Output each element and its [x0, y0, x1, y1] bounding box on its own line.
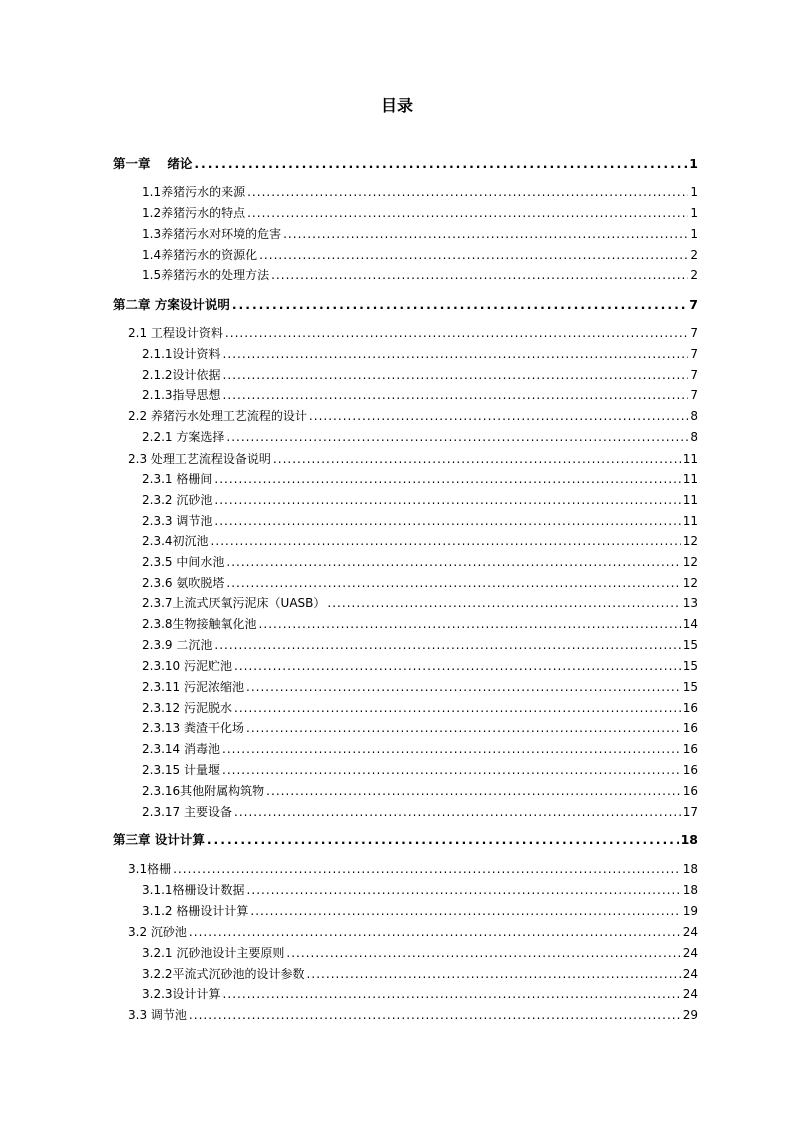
toc-leader-dots — [223, 366, 689, 384]
toc-section-entry[interactable] — [142, 428, 698, 446]
toc-entry-label: 2.3.16其他附属构筑物 — [142, 784, 265, 798]
toc-page-number: 2 — [690, 248, 698, 262]
toc-entry-label: 2.3.11 污泥浓缩池 — [142, 680, 244, 694]
toc-leader-dots — [214, 636, 680, 654]
toc-page-number: 7 — [690, 326, 698, 340]
toc-page-number: 16 — [682, 742, 698, 756]
toc-section-entry[interactable] — [142, 345, 698, 363]
toc-page-number: 13 — [682, 596, 698, 610]
toc-section-entry[interactable] — [142, 470, 698, 488]
toc-leader-dots — [223, 345, 689, 363]
toc-page-number: 12 — [682, 576, 698, 590]
toc-section-entry[interactable] — [142, 366, 698, 384]
toc-page-number: 29 — [682, 1008, 698, 1022]
toc-entry-label: 2.3.5 中间水池 — [142, 555, 225, 569]
toc-chapter-entry[interactable] — [113, 155, 698, 173]
toc-page-number: 1 — [690, 185, 698, 199]
toc-page-number: 7 — [690, 347, 698, 361]
toc-leader-dots — [226, 428, 688, 446]
toc-chapter-entry[interactable] — [113, 296, 698, 314]
toc-page-number: 15 — [682, 659, 698, 673]
toc-page-number: 15 — [682, 638, 698, 652]
page-title: 目录 — [380, 96, 413, 115]
toc-leader-dots — [226, 553, 680, 571]
toc-entry-label: 第三章 设计计算 — [113, 832, 205, 847]
toc-section-entry[interactable] — [142, 719, 698, 737]
toc-entry-label: 2.2.1 方案选择 — [142, 430, 225, 444]
toc-page-number: 16 — [682, 701, 698, 715]
toc-section-entry[interactable] — [142, 512, 698, 530]
toc-section-entry[interactable] — [142, 803, 698, 821]
toc-leader-dots — [173, 860, 681, 878]
toc-entry-label: 3.2.2平流式沉砂池的设计参数 — [142, 967, 305, 981]
toc-page-number: 16 — [682, 784, 698, 798]
toc-entry-label: 2.2 养猪污水处理工艺流程的设计 — [128, 409, 307, 423]
toc-leader-dots — [207, 831, 679, 849]
toc-page-number: 24 — [682, 946, 698, 960]
toc-leader-dots — [259, 615, 681, 633]
toc-entry-label: 2.3.15 计量堰 — [142, 763, 220, 777]
toc-section-entry[interactable] — [142, 204, 698, 222]
toc-entry-label: 3.2.1 沉砂池设计主要原则 — [142, 946, 285, 960]
toc-entry-label: 2.3 处理工艺流程设备说明 — [128, 452, 271, 466]
toc-page-number: 11 — [682, 452, 698, 466]
toc-section-entry[interactable] — [142, 985, 698, 1003]
toc-entry-label: 3.1.1格栅设计数据 — [142, 883, 245, 897]
toc-section-entry[interactable] — [142, 225, 698, 243]
toc-entry-label: 2.3.3 调节池 — [142, 514, 213, 528]
toc-entry-label: 2.3.6 氨吹脱塔 — [142, 576, 225, 590]
toc-leader-dots — [225, 324, 688, 342]
toc-leader-dots — [234, 699, 681, 717]
toc-leader-dots — [246, 678, 681, 696]
toc-entry-label: 2.3.1 格栅间 — [142, 472, 213, 486]
toc-leader-dots — [247, 881, 681, 899]
toc-entry-label: 2.3.8生物接触氧化池 — [142, 617, 257, 631]
toc-entry-label: 2.1.1设计资料 — [142, 347, 221, 361]
toc-section-entry[interactable] — [142, 594, 698, 612]
toc-page-number: 19 — [682, 904, 698, 918]
toc-leader-dots — [226, 574, 680, 592]
toc-section-entry[interactable] — [142, 678, 698, 696]
toc-leader-dots — [247, 183, 688, 201]
toc-leader-dots — [223, 985, 681, 1003]
toc-page-number: 7 — [690, 368, 698, 382]
toc-leader-dots — [189, 923, 681, 941]
toc-entry-label: 2.3.9 二沉池 — [142, 638, 213, 652]
toc-leader-dots — [309, 407, 688, 425]
toc-page-number: 17 — [682, 805, 698, 819]
toc-section-entry[interactable] — [128, 923, 698, 941]
toc-chapter-entry[interactable] — [113, 831, 698, 849]
toc-entry-label: 1.4养猪污水的资源化 — [142, 248, 258, 262]
toc-page-number: 12 — [682, 534, 698, 548]
toc-entry-label: 2.3.13 粪渣干化场 — [142, 721, 244, 735]
toc-page-number: 15 — [682, 680, 698, 694]
toc-section-entry[interactable] — [142, 636, 698, 654]
toc-page-number: 1 — [690, 227, 698, 241]
toc-page-number: 24 — [682, 967, 698, 981]
toc-section-entry[interactable] — [142, 183, 698, 201]
toc-section-entry[interactable] — [128, 324, 698, 342]
toc-section-entry[interactable] — [142, 386, 698, 404]
toc-entry-label: 2.1.3指导思想 — [142, 388, 221, 402]
toc-leader-dots — [286, 944, 680, 962]
toc-section-entry[interactable] — [128, 860, 698, 878]
toc-entry-label: 2.3.2 沉砂池 — [142, 493, 213, 507]
toc-leader-dots — [327, 594, 680, 612]
toc-leader-dots — [247, 204, 688, 222]
toc-section-entry[interactable] — [142, 761, 698, 779]
toc-leader-dots — [214, 512, 680, 530]
toc-leader-dots — [259, 246, 688, 264]
toc-entry-label: 3.1.2 格栅设计计算 — [142, 904, 249, 918]
toc-leader-dots — [271, 266, 688, 284]
toc-leader-dots — [189, 1006, 681, 1024]
toc-page-number: 8 — [690, 409, 698, 423]
toc-entry-label: 2.1.2设计依据 — [142, 368, 221, 382]
toc-section-entry[interactable] — [142, 902, 698, 920]
toc-entry-label: 2.3.4初沉池 — [142, 534, 209, 548]
toc-entry-label: 2.3.7上流式厌氧污泥床（UASB） — [142, 596, 326, 610]
toc-page-number: 18 — [682, 883, 698, 897]
toc-leader-dots — [194, 155, 687, 173]
toc-section-entry[interactable] — [142, 574, 698, 592]
toc-section-entry[interactable] — [142, 491, 698, 509]
toc-leader-dots — [211, 532, 681, 550]
toc-entry-label: 1.5养猪污水的处理方法 — [142, 268, 270, 282]
toc-entry-label: 第二章 方案设计说明 — [113, 297, 230, 312]
toc-entry-label: 3.1格栅 — [128, 862, 172, 876]
toc-page-number: 1 — [690, 206, 698, 220]
toc-entry-label: 1.2养猪污水的特点 — [142, 206, 246, 220]
toc-entry-label: 1.3养猪污水对环境的危害 — [142, 227, 282, 241]
toc-page-number: 16 — [682, 721, 698, 735]
toc-entry-label: 3.3 调节池 — [128, 1008, 187, 1022]
toc-leader-dots — [214, 491, 680, 509]
toc-section-entry[interactable] — [142, 615, 698, 633]
toc-leader-dots — [234, 657, 681, 675]
toc-section-entry[interactable] — [142, 699, 698, 717]
toc-section-entry[interactable] — [142, 532, 698, 550]
toc-leader-dots — [307, 965, 681, 983]
toc-leader-dots — [222, 740, 681, 758]
toc-page-number: 11 — [682, 472, 698, 486]
toc-page-number: 7 — [690, 388, 698, 402]
toc-page-number: 16 — [682, 763, 698, 777]
toc-entry-label: 1.1养猪污水的来源 — [142, 185, 246, 199]
toc-section-entry[interactable] — [142, 553, 698, 571]
toc-entry-label: 2.1 工程设计资料 — [128, 326, 223, 340]
toc-leader-dots — [273, 450, 681, 468]
toc-section-entry[interactable] — [142, 246, 698, 264]
toc-page-number: 12 — [682, 555, 698, 569]
toc-page-number: 11 — [682, 514, 698, 528]
toc-leader-dots — [232, 296, 687, 314]
toc-section-entry[interactable] — [142, 740, 698, 758]
toc-page-number: 2 — [690, 268, 698, 282]
toc-page-number: 24 — [682, 925, 698, 939]
toc-leader-dots — [250, 902, 680, 920]
toc-entry-label: 第一章 绪论 — [113, 156, 193, 171]
toc-entry-label: 2.3.17 主要设备 — [142, 805, 232, 819]
toc-section-entry[interactable] — [142, 881, 698, 899]
toc-page-number: 11 — [682, 493, 698, 507]
toc-entry-label: 2.3.12 污泥脱水 — [142, 701, 232, 715]
toc-entry-label: 2.3.10 污泥贮池 — [142, 659, 232, 673]
toc-leader-dots — [223, 386, 689, 404]
toc-section-entry[interactable] — [128, 407, 698, 425]
toc-section-entry[interactable] — [142, 944, 698, 962]
toc-section-entry[interactable] — [142, 657, 698, 675]
toc-section-entry[interactable] — [128, 450, 698, 468]
toc-entry-label: 2.3.14 消毒池 — [142, 742, 220, 756]
toc-leader-dots — [246, 719, 681, 737]
toc-page-number: 1 — [689, 156, 698, 171]
toc-leader-dots — [283, 225, 688, 243]
toc-page-number: 18 — [680, 832, 698, 847]
toc-page-number: 7 — [689, 297, 698, 312]
toc-section-entry[interactable] — [128, 1006, 698, 1024]
toc-section-entry[interactable] — [142, 266, 698, 284]
toc-leader-dots — [266, 782, 681, 800]
toc-entry-label: 3.2.3设计计算 — [142, 987, 221, 1001]
toc-page-number: 8 — [690, 430, 698, 444]
toc-leader-dots — [222, 761, 681, 779]
toc-page-number: 14 — [682, 617, 698, 631]
toc-section-entry[interactable] — [142, 782, 698, 800]
toc-leader-dots — [214, 470, 680, 488]
toc-page-number: 24 — [682, 987, 698, 1001]
toc-leader-dots — [234, 803, 681, 821]
toc-section-entry[interactable] — [142, 965, 698, 983]
toc-entry-label: 3.2 沉砂池 — [128, 925, 187, 939]
toc-page-number: 18 — [682, 862, 698, 876]
